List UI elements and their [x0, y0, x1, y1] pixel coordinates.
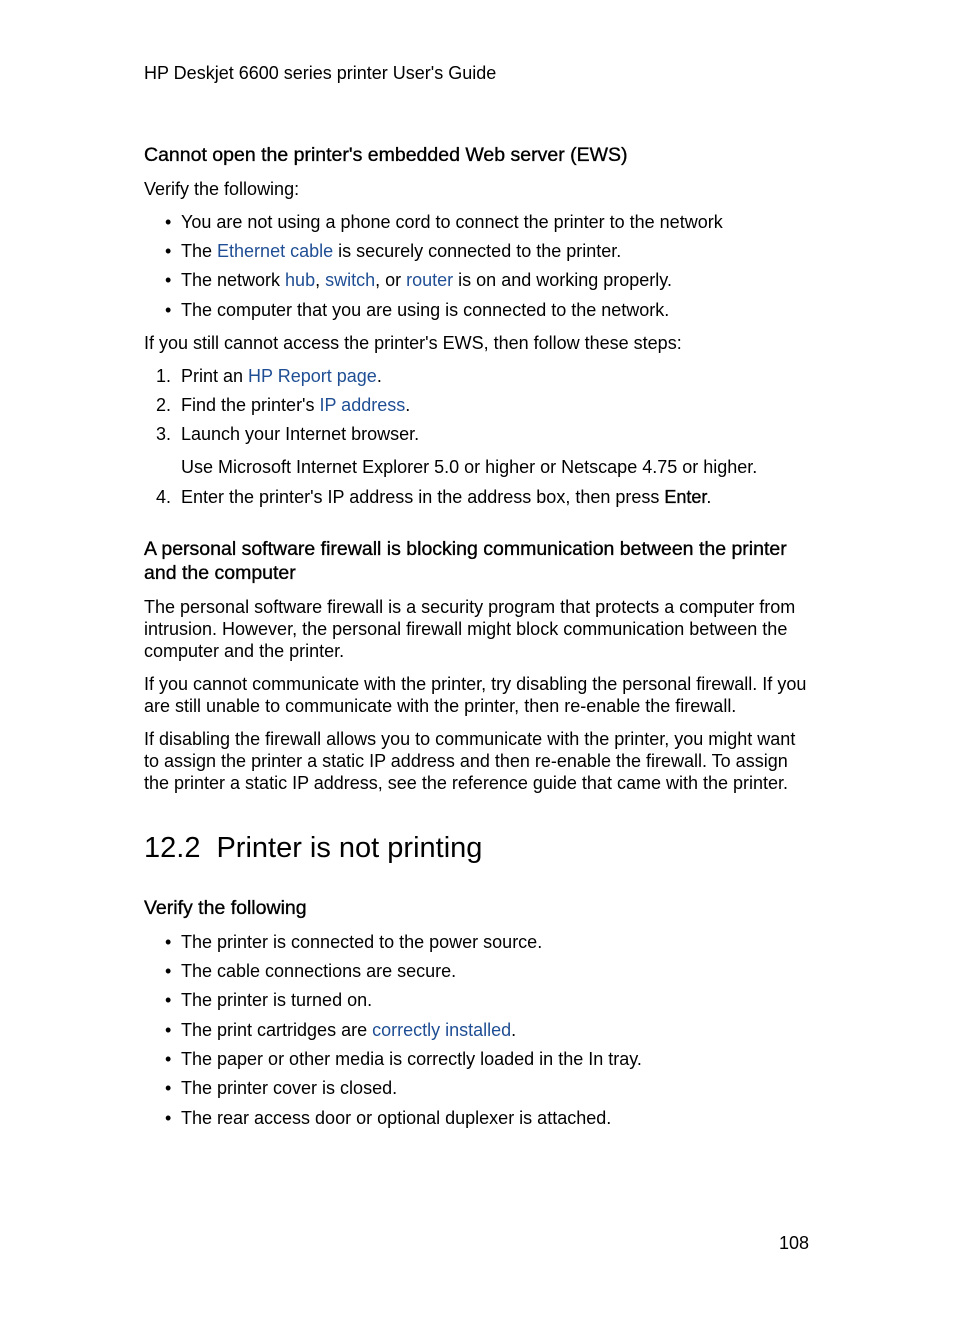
- step-text: Launch your Internet browser.: [181, 424, 420, 444]
- section-title-text: Printer is not printing: [216, 832, 483, 864]
- switch-link[interactable]: switch: [325, 270, 376, 290]
- bullet: •: [165, 932, 172, 952]
- enter-key-label: Enter: [664, 487, 707, 507]
- step-text: Enter the printer's IP address in the address box, then press: [181, 487, 665, 507]
- bullet: •: [165, 1020, 172, 1040]
- step-item: [156, 394, 821, 416]
- list-item: [165, 960, 821, 982]
- verify-subheading: Verify the following: [144, 897, 307, 919]
- list-item-text: The printer is turned on.: [181, 990, 373, 1010]
- list-item-text: , or: [375, 270, 407, 290]
- bullet: •: [165, 1049, 172, 1069]
- step-item: [156, 423, 821, 445]
- step-text: .: [706, 487, 712, 507]
- list-item-text: .: [511, 1020, 517, 1040]
- bullet: •: [165, 270, 172, 290]
- hub-link[interactable]: hub: [285, 270, 316, 290]
- firewall-para2-line: If you cannot communicate with the printer, try disabling the personal firewall. If you: [144, 674, 807, 694]
- list-item-text: The rear access door or optional duplexer is attached.: [181, 1108, 612, 1128]
- list-item: [165, 240, 821, 262]
- step-note-text: Use Microsoft Internet Explorer 5.0 or higher or Netscape 4.75 or higher.: [181, 457, 758, 477]
- list-item-text: The print cartridges are: [181, 1020, 373, 1040]
- section-number: 12.2: [144, 832, 201, 864]
- list-item: [165, 269, 821, 291]
- list-item-text: The cable connections are secure.: [181, 961, 457, 981]
- firewall-para2-line: are still unable to communicate with the printer, then re-enable the firewall.: [144, 696, 737, 716]
- bullet: •: [165, 212, 172, 232]
- step-note: [181, 456, 821, 478]
- firewall-para3-line: If disabling the firewall allows you to communicate with the printer, you might want: [144, 729, 796, 749]
- page-number: 108: [779, 1233, 810, 1253]
- bullet: •: [165, 1108, 172, 1128]
- router-link[interactable]: router: [406, 270, 454, 290]
- step-item: [156, 365, 821, 387]
- list-item: [165, 299, 821, 321]
- step-text: Find the printer's: [181, 395, 320, 415]
- bullet: •: [165, 961, 172, 981]
- list-item-text: You are not using a phone cord to connect the printer to the network: [181, 212, 723, 232]
- ews-heading: Cannot open the printer's embedded Web server (EWS): [144, 144, 628, 166]
- firewall-heading-line2: and the computer: [144, 562, 296, 584]
- firewall-para3-line: the printer a static IP address, see the reference guide that came with the printer.: [144, 773, 789, 793]
- ip-address-link[interactable]: IP address: [319, 395, 406, 415]
- list-item-text: The network: [181, 270, 286, 290]
- bullet: •: [165, 1078, 172, 1098]
- list-item-text: The printer is connected to the power source.: [181, 932, 543, 952]
- steps-intro: If you still cannot access the printer's EWS, then follow these steps:: [144, 333, 682, 353]
- list-item: [165, 989, 821, 1011]
- firewall-para1-line: intrusion. However, the personal firewall might block communication between the: [144, 619, 788, 639]
- step-number: 2.: [156, 395, 172, 415]
- list-item: [165, 1048, 821, 1070]
- correctly-installed-link[interactable]: correctly installed: [372, 1020, 512, 1040]
- firewall-para1-line: The personal software firewall is a security program that protects a computer from: [144, 597, 796, 617]
- section-title: [144, 830, 482, 866]
- hp-report-page-link[interactable]: HP Report page: [248, 366, 377, 386]
- step-text: .: [405, 395, 411, 415]
- list-item-text: The computer that you are using is connected to the network.: [181, 300, 670, 320]
- step-number: 3.: [156, 424, 172, 444]
- step-text: Print an: [181, 366, 249, 386]
- firewall-heading-line1: A personal software firewall is blocking communication between the printer: [144, 538, 787, 560]
- list-item: [165, 1107, 821, 1129]
- step-number: 4.: [156, 487, 172, 507]
- list-item-text: is securely connected to the printer.: [333, 241, 622, 261]
- list-item-text: ,: [315, 270, 326, 290]
- running-header: HP Deskjet 6600 series printer User's Guide: [144, 63, 497, 83]
- list-item-text: The: [181, 241, 218, 261]
- list-item: [165, 211, 821, 233]
- ethernet-cable-link[interactable]: Ethernet cable: [217, 241, 334, 261]
- firewall-para1-line: computer and the printer.: [144, 641, 345, 661]
- list-item-text: The paper or other media is correctly loaded in the In tray.: [181, 1049, 642, 1069]
- firewall-para3-line: to assign the printer a static IP address and then re-enable the firewall. To assign: [144, 751, 788, 771]
- bullet: •: [165, 990, 172, 1010]
- step-item: [156, 486, 821, 508]
- bullet: •: [165, 300, 172, 320]
- list-item: [165, 931, 821, 953]
- list-item-text: is on and working properly.: [453, 270, 672, 290]
- ews-intro: Verify the following:: [144, 179, 300, 199]
- list-item: [165, 1077, 821, 1099]
- step-text: .: [376, 366, 382, 386]
- list-item: [165, 1019, 821, 1041]
- bullet: •: [165, 241, 172, 261]
- list-item-text: The printer cover is closed.: [181, 1078, 398, 1098]
- step-number: 1.: [156, 366, 172, 386]
